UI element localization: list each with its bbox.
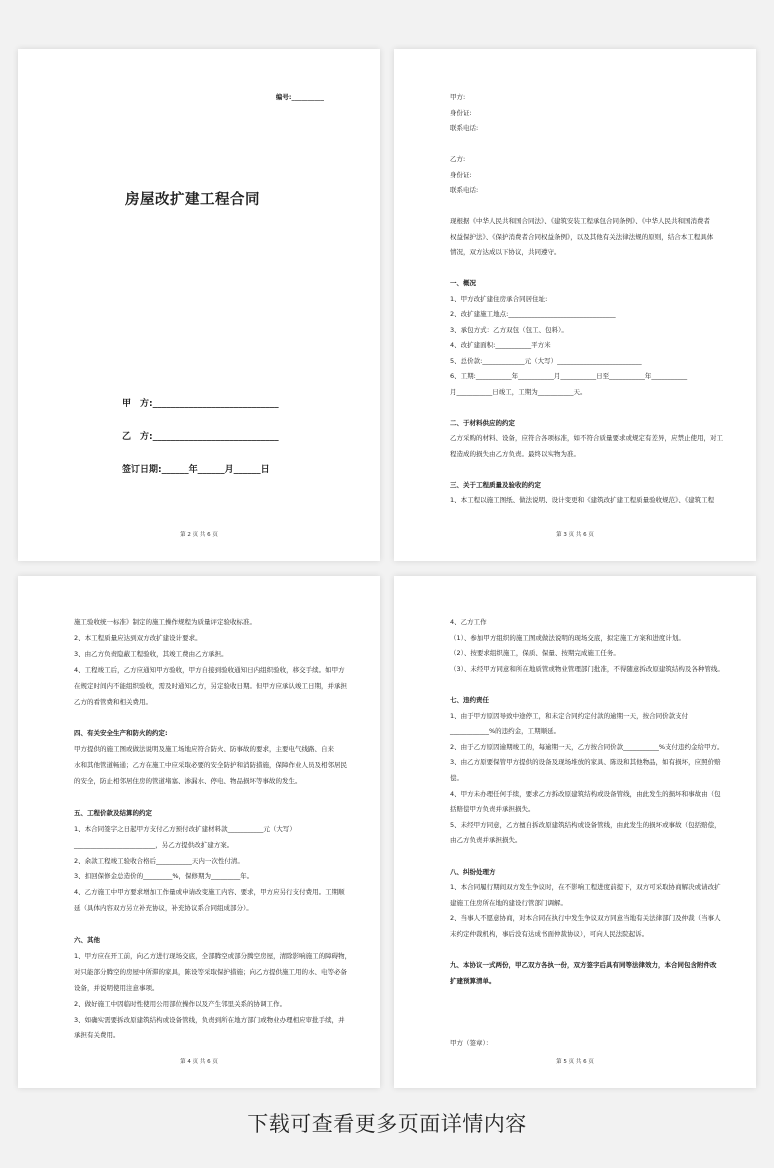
body-line: 1、本合同履行期间双方发生争议时，在不影响工程进度前提下，双方可采取协商解决或请改扩 <box>450 883 721 892</box>
section-heading: 九、本协议一式两份，甲乙双方各执一份，双方签字后具有同等法律效力，本合同包含附件改 <box>450 961 717 970</box>
body-line: 程造成的损失由乙方负责。最终以实物为准。 <box>450 449 580 458</box>
body-line: 3、由乙方负责隐蔽工程验收，其竣工费由乙方承担。 <box>74 649 228 658</box>
section-heading: 三、关于工程质量及验收的约定 <box>450 480 541 489</box>
section-heading: 四、有关安全生产和防火的约定: <box>74 729 168 738</box>
body-line: 情况，双方达成以下协议，共同遵守。 <box>450 248 561 256</box>
body-line: 4、工程竣工后，乙方应通知甲方验收，甲方自接到验收通知日内组织验收，移交手续。如甲方 <box>74 665 345 674</box>
body-line: 偿。 <box>450 774 463 782</box>
body-line: 甲方（签章）： <box>450 1039 493 1048</box>
body-line: 权益保护法》、《保护消费者合同权益条例》，以及其他有关法律法规的原则，结合本工程具体 <box>450 232 714 241</box>
body-line: 身份证: <box>450 170 472 179</box>
body-line: 2、当事人不愿意协商，对本合同在执行中发生争议双方同意当地有关法律部门及仲裁（当事人 <box>450 914 721 923</box>
body-line: 在规定时间内不能组织验收，需及时通知乙方，另定验收日期。但甲方应承认竣工日期，并承担 <box>74 681 347 690</box>
body-line: 4、改扩建面积:___________平方米 <box>450 341 551 349</box>
body-line: 2、本工程质量应达到双方改扩建设计要求。 <box>74 633 202 642</box>
section-heading: 六、其他 <box>74 936 100 944</box>
page-footer: 第 3 页 共 6 页 <box>556 531 594 538</box>
body-line: 4、乙方工作 <box>450 618 487 626</box>
body-line: 末约定仲裁机构，事后没有达成书面仲裁协议），可向人民法院起诉。 <box>450 930 649 938</box>
page-footer: 第 5 页 共 6 页 <box>556 1058 594 1065</box>
party-b-line: 乙 方:____________________________ <box>122 432 279 442</box>
body-line: 的安全，防止相邻居住房的管道堵塞、渗漏水、停电、物品损坏等事故的发生。 <box>74 777 302 785</box>
body-line: 月___________日竣工，工期为___________天。 <box>450 387 587 396</box>
document-page-5 <box>394 576 756 1088</box>
body-line: 1、本合同签字之日起甲方支付乙方预付改扩建材料款___________元（大写） <box>74 824 296 833</box>
section-heading: 七、违约责任 <box>450 696 489 704</box>
body-line: 2、由于乙方原因逾期竣工的，每逾期一天，乙方按合同价款___________%支付违约金给甲方。 <box>450 742 724 751</box>
contract-number-blank: __________ <box>291 93 324 101</box>
contract-title: 房屋改扩建工程合同 <box>125 192 260 208</box>
document-page-2 <box>18 49 380 561</box>
body-line: 水和其他管道畅通；乙方在施工中应采取必要的安全防护和消防措施，保障作业人员及相邻居民 <box>74 761 347 770</box>
body-line: 1、甲方改扩建住房承合同居住址: <box>450 294 548 303</box>
sign-date-line: 签订日期:______年______月______日 <box>122 465 270 475</box>
body-line: 1、本工程以施工图纸、做法说明、设计变更和《建筑改扩建工程质量验收规范》、《建筑工程 <box>450 496 715 504</box>
section-heading: 扩建预算清单。 <box>450 976 496 985</box>
party-a-line: 甲 方:____________________________ <box>122 399 279 409</box>
body-line: 乙方采购的材料、设备，应符合各项标准，如不符合质量要求或规定有差异，应禁止使用，对工 <box>450 434 723 442</box>
body-line: 3、如确实需要拆改原建筑结构或设备管线，负责到所在地方部门或物业办理相应审批手续，并 <box>74 1015 345 1024</box>
body-line: 由乙方负责并承担损失。 <box>450 836 522 845</box>
body-line: 甲方: <box>450 93 466 101</box>
body-line: 身份证: <box>450 108 472 117</box>
body-line: （2）、按要求组织施工，保质、保量、按期完成施工任务。 <box>450 649 620 658</box>
body-line: 建施工住房所在地的建设行管部门调解。 <box>450 898 567 907</box>
section-heading: 二、于材料供应的约定 <box>450 418 515 427</box>
document-page-4 <box>18 576 380 1088</box>
body-line: 2、做好施工中因临时性使用公用部位操作以及产生邻里关系的协调工作。 <box>74 999 287 1008</box>
body-line: 乙方: <box>450 155 466 163</box>
body-line: 6、工期:___________年___________月___________日至___________年___________ <box>450 372 688 380</box>
body-line: 2、改扩建施工地点:_________________________________ <box>450 310 616 318</box>
body-line: 3、扣回保修金总造价的_________%，保修期为_________年。 <box>74 872 254 881</box>
body-line: 5、总价款:_____________元（大写）__________________________ <box>450 356 642 365</box>
body-line: 4、甲方未办理任何手续，要求乙方拆改原建筑结构或设备管线，由此发生的损坏和事故由（包 <box>450 789 721 798</box>
body-line: 联系电话: <box>450 124 479 132</box>
body-line: 对只能部分腾空的房屋中所滞的家具，陈设等采取保护措施；向乙方提供施工用的水、电等必备 <box>74 967 347 976</box>
body-line: 设备，并说明使用注意事项。 <box>74 983 159 992</box>
body-line: 甲方提供的施工图或做法说明及施工场地应符合防火、防事故的要求，主要电气线路、自来 <box>74 745 334 754</box>
body-line: ____________%的违约金，工期顺延。 <box>450 727 561 736</box>
contract-number-label: 编号: <box>275 93 292 101</box>
body-line: 3、承包方式：乙方双包（包工、包料）。 <box>450 325 568 334</box>
body-line: （1）、参加甲方组织的施工图或做法说明的现场交底，拟定施工方案和进度计划。 <box>450 633 685 642</box>
body-line: （3）、未经甲方同意和所在地质管或物业管理部门批准，不得随意拆改原建筑结构及各种管线。 <box>450 664 724 673</box>
section-heading: 一、概况 <box>450 279 476 287</box>
body-line: 现根据《中华人民共和国合同法》、《建筑安装工程承包合同条例》、《中华人民共和国消费者 <box>450 217 710 225</box>
body-line: 延（具体内容双方另立补充协议，补充协议系合同组成部分）。 <box>74 904 253 913</box>
body-line: 括赔偿甲方负责并承担损失。 <box>450 805 535 814</box>
body-line: 3、由乙方原要保管甲方提供的设备及现场堆放的家具、陈设和其他物品，如有损坏，应照价赔 <box>450 758 721 767</box>
body-line: 1、甲方应在开工前，向乙方进行现场交底，全部腾空或部分腾空房屋，清除影响施工的障碍物， <box>74 951 352 960</box>
contract-number <box>276 93 324 102</box>
body-line: 承担有关费用。 <box>74 1031 120 1040</box>
body-line: 1、由于甲方原因导致中途停工，和未定合同约定付款的逾期一天，按合同价款支付 <box>450 711 689 720</box>
body-line: 联系电话: <box>450 186 479 194</box>
section-heading: 五、工程价款及结算的约定 <box>74 808 152 817</box>
download-caption: 下载可查看更多页面详情内容 <box>247 1112 527 1136</box>
body-line: 2、余款工程竣工验收合格后___________天内一次性付清。 <box>74 856 244 865</box>
page-footer: 第 4 页 共 6 页 <box>180 1058 218 1065</box>
page-footer: 第 2 页 共 6 页 <box>180 531 218 538</box>
body-line: 乙方的看管费和相关费用。 <box>74 697 152 706</box>
body-line: 4、乙方施工中甲方要求增加工作量或申请改变施工内容、要求，甲方应另行支付费用。工期顺 <box>74 888 345 897</box>
body-line: _________________________，另乙方提供改扩建方案。 <box>74 840 234 849</box>
document-page-3 <box>394 49 756 561</box>
body-line: 5、未经甲方同意，乙方擅自拆改原建筑结构或设备管线，由此发生的损坏或事故（包括赔偿， <box>450 820 721 829</box>
section-heading: 八、纠纷处理方 <box>450 867 496 876</box>
body-line: 施工验收统一标准》制定的施工操作规程为质量评定验收标准。 <box>74 618 256 626</box>
